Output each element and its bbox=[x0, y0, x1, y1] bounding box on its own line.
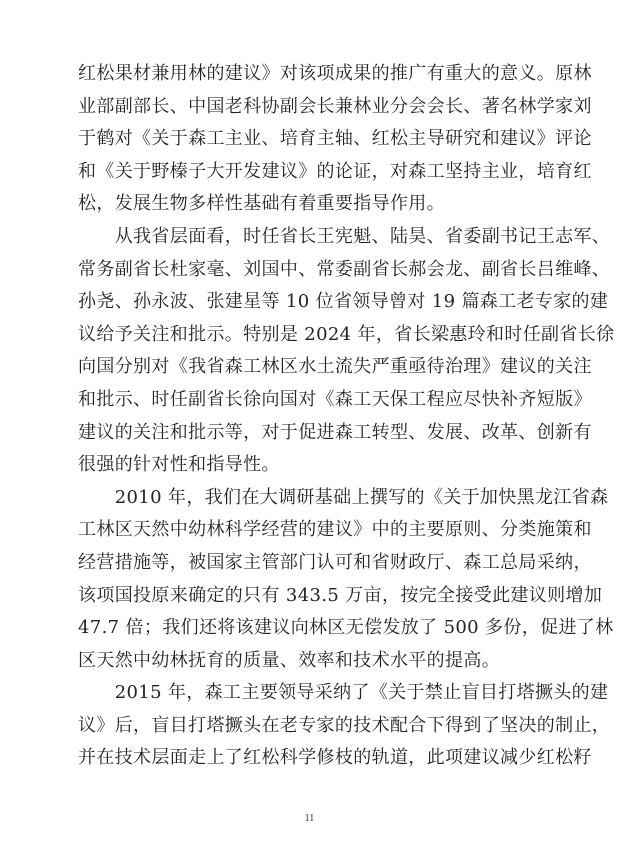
text-line: 并在技术层面走上了红松科学修枝的轨道，此项建议减少红松籽 bbox=[78, 747, 592, 769]
text-line: 经营措施等，被国家主管部门认可和省财政厅、森工总局采纳， bbox=[78, 551, 592, 573]
text-line: 2015 年，森工主要领导采纳了《关于禁止盲目打塔撅头的建 bbox=[78, 682, 609, 704]
text-line: 工林区天然中幼林科学经营的建议》中的主要原则、分类施策和 bbox=[78, 519, 592, 541]
text-line: 和批示、时任副省长徐向国对《森工天保工程应尽快补齐短版》 bbox=[78, 388, 592, 410]
text-line: 红松果材兼用林的建议》对该项成果的推广有重大的意义。原林 bbox=[78, 63, 592, 84]
text-line: 很强的针对性和指导性。 bbox=[78, 454, 280, 476]
text-line: 常务副省长杜家毫、刘国中、常委副省长郝会龙、副省长吕维峰、 bbox=[78, 258, 611, 280]
text-line: 业部副部长、中国老科协副会长兼林业分会会长、著名林学家刘 bbox=[78, 95, 592, 117]
text-line: 孙尧、孙永波、张建星等 10 位省领导曾对 19 篇森工老专家的建 bbox=[78, 291, 609, 313]
text-line: 松，发展生物多样性基础有着重要指导作用。 bbox=[78, 193, 445, 215]
text-line: 从我省层面看，时任省长王宪魁、陆昊、省委副书记王志军、 bbox=[78, 225, 611, 247]
text-line: 该项国投原来确定的只有 343.5 万亩，按完全接受此建议则增加 bbox=[78, 584, 603, 606]
text-line: 向国分别对《我省森工林区水土流失严重亟待治理》建议的关注 bbox=[78, 356, 592, 378]
text-line: 区天然中幼林抚育的质量、效率和技术水平的提高。 bbox=[78, 649, 501, 671]
text-line: 和《关于野榛子大开发建议》的论证，对森工坚持主业，培育红 bbox=[78, 160, 592, 182]
text-line: 2010 年，我们在大调研基础上撰写的《关于加快黑龙江省森 bbox=[78, 486, 609, 508]
body-text bbox=[78, 58, 615, 775]
text-line: 建议的关注和批示等，对于促进森工转型、发展、改革、创新有 bbox=[78, 421, 592, 443]
text-line: 47.7 倍；我们还将该建议向林区无偿发放了 500 多份，促进了林 bbox=[78, 617, 614, 639]
text-line: 议》后，盲目打塔撅头在老专家的技术配合下得到了坚决的制止， bbox=[78, 714, 611, 736]
text-line: 议给予关注和批示。特别是 2024 年，省长梁惠玲和时任副省长徐 bbox=[78, 323, 615, 345]
page-number: 11 bbox=[304, 813, 315, 824]
text-line: 于鹤对《关于森工主业、培育主轴、红松主导研究和建议》评论 bbox=[78, 128, 592, 150]
